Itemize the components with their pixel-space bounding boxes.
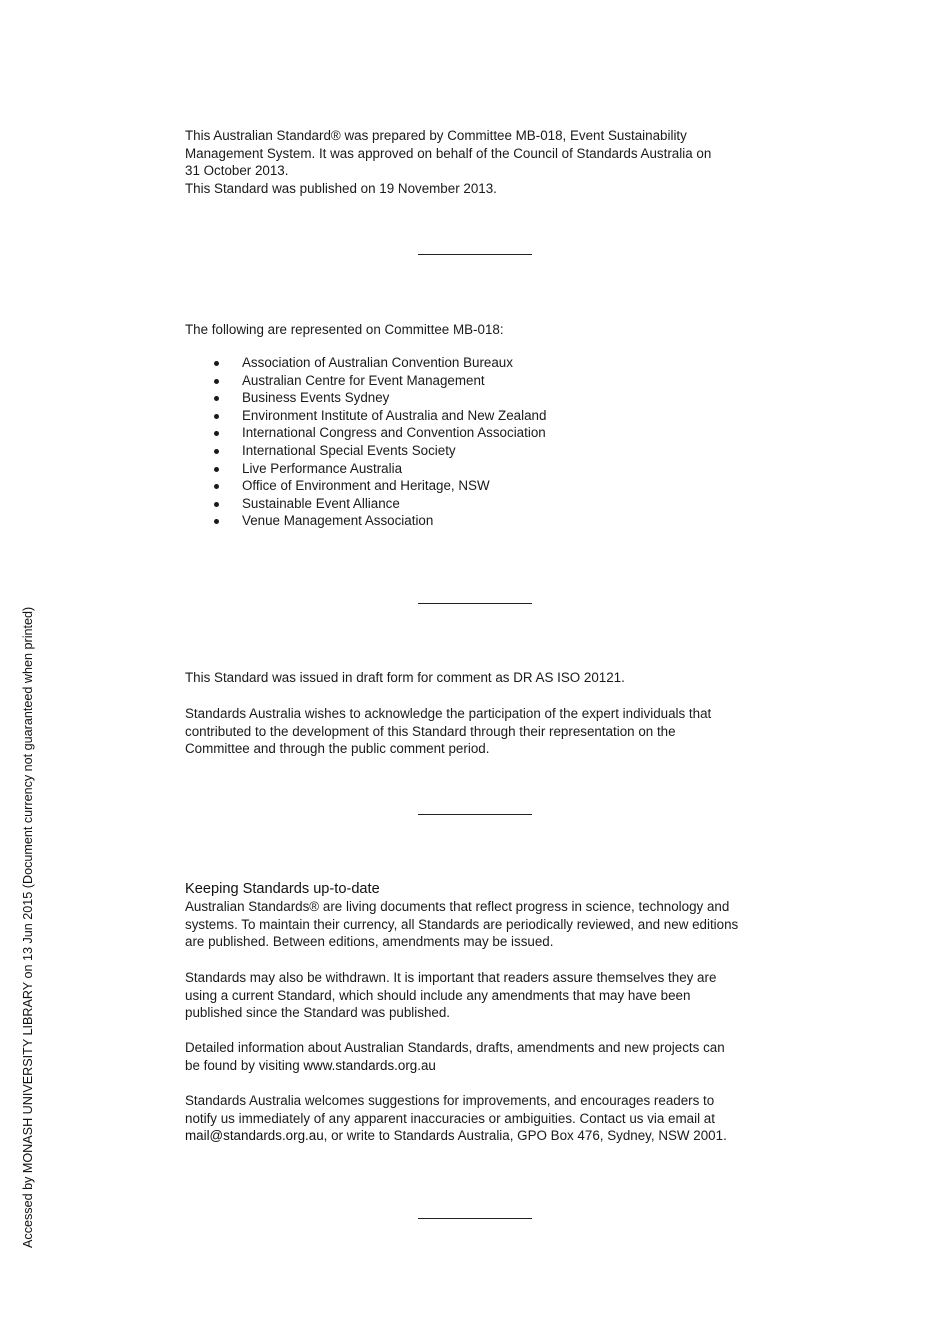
- paragraph-line: notify us immediately of any apparent inaccuracies or ambiguities. Contact us via email at: [185, 1110, 715, 1126]
- bullet-icon: [214, 396, 219, 401]
- paragraph-line: Detailed information about Australian Standards, drafts, amendments and new projects can: [185, 1040, 725, 1055]
- paragraph-line: Australian Standards® are living documents that reflect progress in science, technology and: [185, 899, 730, 914]
- section-divider-1: [418, 254, 532, 255]
- member-name: Business Events Sydney: [242, 390, 390, 406]
- section-heading: Keeping Standards up-to-date: [185, 881, 380, 897]
- list-item: [212, 407, 546, 425]
- access-watermark: Accessed by MONASH UNIVERSITY LIBRARY on 13 Jun 2015 (Document currency not guaranteed when printed): [21, 606, 35, 1248]
- standards-website-link[interactable]: www.standards.org.au: [303, 1057, 436, 1073]
- publication-date-line: This Standard was published on 19 November 2013.: [185, 180, 497, 196]
- visit-prefix-text: be found by visiting: [185, 1057, 304, 1073]
- section-divider-4: [418, 1218, 532, 1219]
- acknowledgement-line-3: Committee and through the public comment period.: [185, 741, 490, 757]
- withdrawn-paragraph: [185, 969, 775, 1022]
- member-name: Australian Centre for Event Management: [242, 372, 485, 388]
- bullet-icon: [214, 484, 219, 489]
- bullet-icon: [214, 449, 219, 454]
- approval-line-2: Management System. It was approved on behalf of the Council of Standards Australia on: [185, 145, 712, 161]
- member-name: Office of Environment and Heritage, NSW: [242, 478, 490, 494]
- paragraph-line: systems. To maintain their currency, all Standards are periodically reviewed, and new editions: [185, 916, 739, 932]
- bullet-icon: [214, 361, 219, 366]
- draft-issued-paragraph: [185, 669, 775, 687]
- bullet-icon: [214, 502, 219, 507]
- member-name: International Special Events Society: [242, 442, 456, 458]
- paragraph-line: [185, 1127, 775, 1145]
- bullet-icon: [214, 519, 219, 524]
- approval-line-1: This Australian Standard® was prepared by Committee MB-018, Event Sustainability: [185, 128, 687, 143]
- bullet-icon: [214, 431, 219, 436]
- acknowledgement-line-1: Standards Australia wishes to acknowledge the participation of the expert individuals that: [185, 706, 712, 721]
- committee-intro-text: The following are represented on Committee MB-018:: [185, 322, 504, 337]
- list-item: [212, 354, 546, 372]
- approval-line-3: 31 October 2013.: [185, 163, 289, 179]
- section-divider-3: [418, 814, 532, 815]
- list-item: [212, 389, 546, 407]
- list-item: [212, 424, 546, 442]
- acknowledgement-line-2: contributed to the development of this Standard through their representation on the: [185, 723, 676, 739]
- member-name: Live Performance Australia: [242, 460, 403, 476]
- postal-address-text: , or write to Standards Australia, GPO Box 476, Sydney, NSW 2001.: [323, 1128, 727, 1144]
- acknowledgement-paragraph: [185, 705, 775, 758]
- paragraph-line: are published. Between editions, amendments may be issued.: [185, 934, 554, 950]
- bullet-icon: [214, 379, 219, 384]
- living-documents-paragraph: [185, 898, 775, 951]
- bullet-icon: [214, 414, 219, 419]
- member-name: Association of Australian Convention Bureaux: [242, 355, 513, 370]
- committee-member-list: [212, 354, 546, 530]
- list-item: [212, 460, 546, 478]
- bullet-icon: [214, 467, 219, 472]
- member-name: Venue Management Association: [242, 513, 434, 529]
- list-item: [212, 512, 546, 530]
- list-item: [212, 477, 546, 495]
- detailed-info-paragraph: [185, 1039, 775, 1074]
- member-name: Environment Institute of Australia and New Zealand: [242, 407, 547, 423]
- paragraph-line: Standards may also be withdrawn. It is important that readers assure themselves they are: [185, 970, 717, 985]
- list-item: [212, 495, 546, 513]
- paragraph-line: [185, 1057, 775, 1075]
- member-name: Sustainable Event Alliance: [242, 495, 400, 511]
- paragraph-line: using a current Standard, which should include any amendments that may have been: [185, 987, 691, 1003]
- paragraph-line: published since the Standard was published.: [185, 1005, 451, 1021]
- paragraph-line: Standards Australia welcomes suggestions for improvements, and encourages readers to: [185, 1093, 715, 1108]
- approval-paragraph: [185, 127, 775, 197]
- list-item: [212, 442, 546, 460]
- list-item: [212, 372, 546, 390]
- committee-intro: [185, 321, 775, 339]
- member-name: International Congress and Convention Association: [242, 425, 546, 441]
- feedback-paragraph: [185, 1092, 775, 1145]
- draft-issued-text: This Standard was issued in draft form for comment as DR AS ISO 20121.: [185, 670, 625, 685]
- contact-email-link[interactable]: mail@standards.org.au: [185, 1128, 324, 1144]
- section-divider-2: [418, 603, 532, 604]
